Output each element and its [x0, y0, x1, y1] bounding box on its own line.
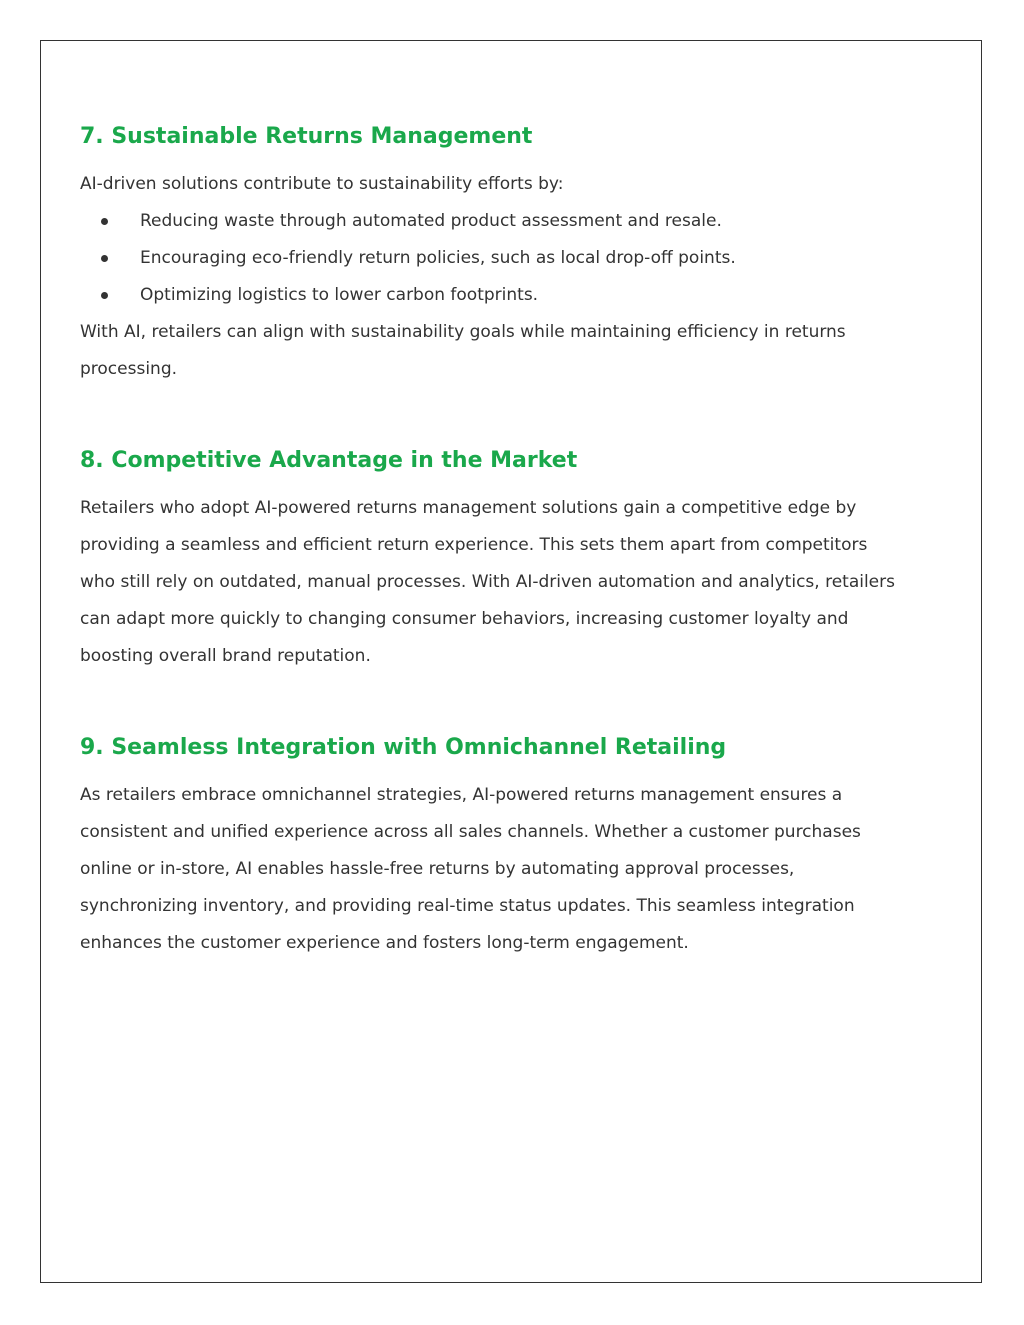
document-content: [80, 118, 900, 1016]
list-item-text: Reducing waste through automated product assessment and resale.: [140, 211, 722, 231]
section-omnichannel-integration: [80, 729, 900, 962]
list-item: [80, 277, 900, 314]
list-item-text: Optimizing logistics to lower carbon footprints.: [140, 285, 539, 305]
bullet-list: [80, 203, 900, 314]
section-closing: With AI, retailers can align with sustainability goals while maintaining efficiency in returns processing.: [80, 322, 846, 379]
section-sustainable-returns: [80, 118, 900, 388]
section-title: 9. Seamless Integration with Omnichannel Retailing: [80, 735, 727, 760]
list-item: [80, 240, 900, 277]
bullet-icon: [101, 255, 108, 262]
section-intro: AI-driven solutions contribute to sustainability efforts by:: [80, 174, 564, 194]
section-body: As retailers embrace omnichannel strategies, AI-powered returns management ensures a consistent and unified experience across all sales channels. Whether a customer purchases online or in-store, AI enables hassle-free returns by automating approval processes, synchronizing inventory, and providing real-time status updates. This seamless integration enhances the customer experience and fosters long-term engagement.: [80, 785, 861, 953]
section-title: 7. Sustainable Returns Management: [80, 124, 533, 149]
section-body: Retailers who adopt AI-powered returns management solutions gain a competitive edge by providing a seamless and efficient return experience. This sets them apart from competitors who still rely on outdated, manual processes. With AI-driven automation and analytics, retailers can adapt more quickly to changing consumer behaviors, increasing customer loyalty and boosting overall brand reputation.: [80, 498, 895, 666]
list-item: [80, 203, 900, 240]
bullet-icon: [101, 218, 108, 225]
bullet-icon: [101, 292, 108, 299]
section-competitive-advantage: [80, 442, 900, 675]
section-title: 8. Competitive Advantage in the Market: [80, 448, 578, 473]
list-item-text: Encouraging eco-friendly return policies, such as local drop-off points.: [140, 248, 736, 268]
